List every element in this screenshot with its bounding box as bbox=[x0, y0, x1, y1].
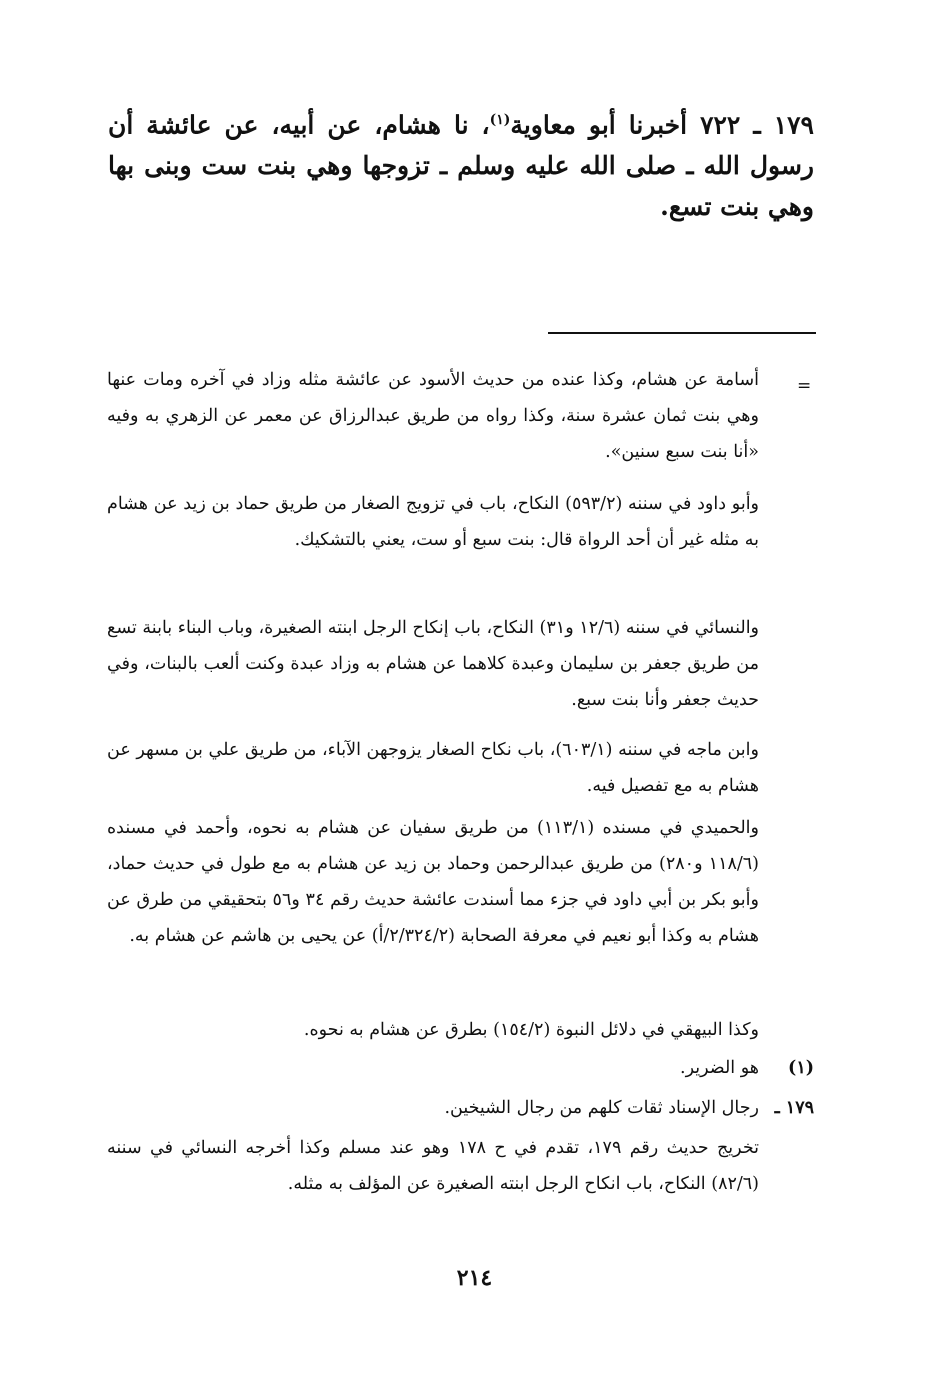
hadith-text bbox=[108, 100, 814, 227]
footnote-1-text: هو الضرير. bbox=[680, 1058, 759, 1078]
footnote-paragraph: والنسائي في سننه (١٢/٦ و٣١) النكاح، باب إنكاح الرجل ابنته الصغيرة، وباب البناء بابنة تسع من طريق جعفر بن سليمان وعبدة كلاهما عن هشام به وزاد عبدة وكنت ألعب بالبنات، وفي حديث جعفر وأنا بنت سبع. bbox=[107, 618, 760, 710]
footnote-paragraph: أسامة عن هشام، وكذا عنده من حديث الأسود عن عائشة مثله وزاد في آخره ومات عنها وهي بنت ثمان عشرة سنة، وكذا رواه من طريق عبدالرزاق عن معمر عن الزهري به وفيه «أنا بنت سبع سنين». bbox=[107, 370, 759, 462]
footnote-paragraph: والحميدي في مسنده (١١٣/١) من طريق سفيان عن هشام به نحوه، وأحمد في مسنده (١١٨/٦ و٢٨٠) من طريق عبدالرحمن وحماد بن زيد عن هشام به مع طول في حديث حماد، وأبو بكر بن أبي داود في جزء مما أسندت عائشة حديث رقم ٣٤ و٥٦ بتحقيقي من طرق عن هشام به وكذا أبو نعيم في معرفة الصحابة (٢/٣٢٤/٢/أ) عن يحيى بن هاشم عن هشام به. bbox=[107, 818, 759, 946]
page-number: ٢١٤ bbox=[456, 1265, 493, 1291]
hadith-text-start: أخبرنا أبو معاوية bbox=[510, 110, 688, 140]
footnote-paragraph: وابن ماجه في سننه (٦٠٣/١)، باب نكاح الصغار يزوجهن الآباء، من طريق علي بن مسهر عن هشام به مع تفصيل فيه. bbox=[107, 740, 759, 796]
continuation-marker: = bbox=[797, 376, 812, 396]
footnote-separator bbox=[548, 332, 816, 334]
footnote-paragraph: وأبو داود في سننه (٥٩٣/٢) النكاح، باب في تزويج الصغار من طريق حماد بن زيد عن هشام به مثله غير أن أحد الرواة قال: بنت سبع أو ست، يعني بالتشكيك. bbox=[107, 494, 760, 550]
takhrij-text: تخريج حديث رقم ١٧٩، تقدم في ح ١٧٨ وهو عند مسلم وكذا أخرجه النسائي في سننه (٨٢/٦) النكاح، باب انكاح الرجل ابنته الصغيرة عن المؤلف به مثله. bbox=[107, 1138, 759, 1194]
hadith-text-rest: ، نا هشام، عن أبيه، عن عائشة أن رسول الله ـ صلى الله عليه وسلم ـ تزوجها وهي بنت ست وبنى بها وهي بنت تسع. bbox=[108, 110, 814, 222]
hadith-number: ١٧٩ ـ ٧٢٢ bbox=[700, 110, 814, 140]
note-179-label: ١٧٩ ـ bbox=[774, 1098, 814, 1118]
note-179-text: رجال الإسناد ثقات كلهم من رجال الشيخين. bbox=[444, 1098, 759, 1118]
footnote-1-label: (١) bbox=[788, 1058, 814, 1078]
footnote-paragraph: وكذا البيهقي في دلائل النبوة (١٥٤/٢) بطرق عن هشام به نحوه. bbox=[303, 1020, 759, 1040]
footnote-ref[interactable]: (١) bbox=[489, 112, 511, 128]
